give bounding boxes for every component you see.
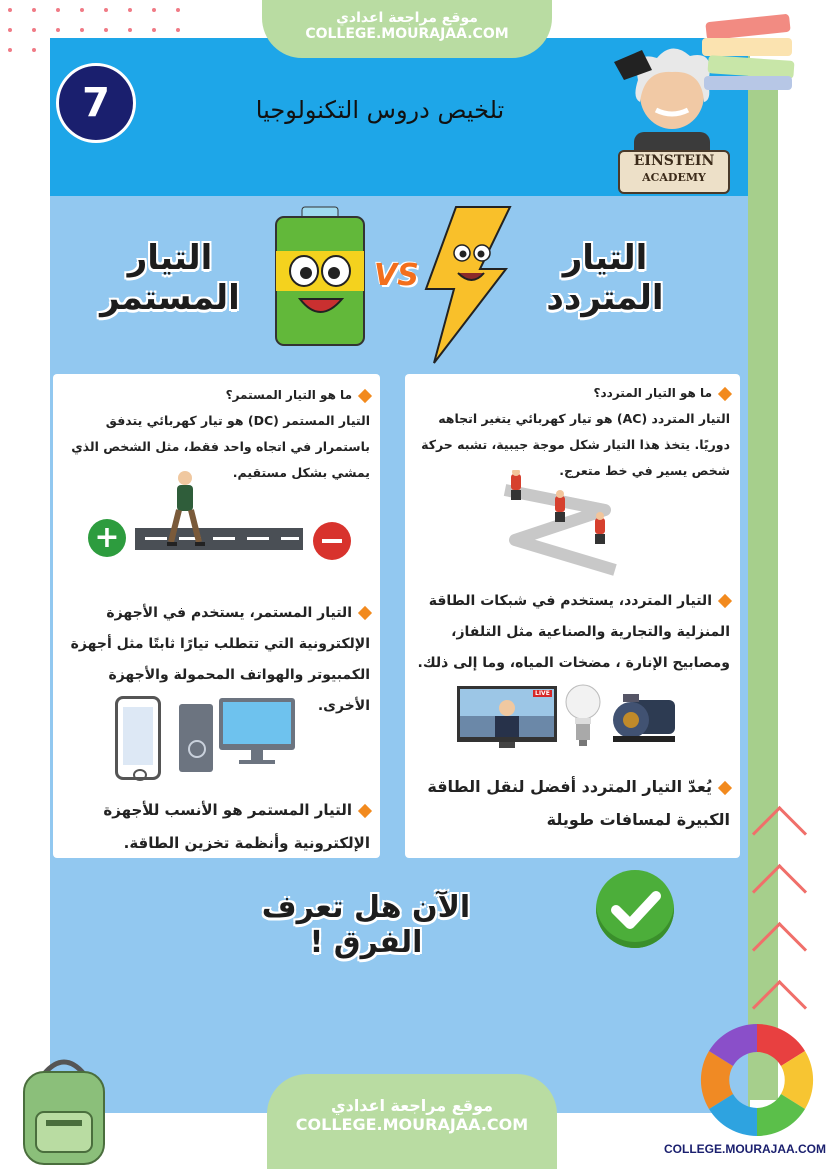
ac-conclusion: يُعدّ التيار المتردد أفضل لنقل الطاقة الكبيرة لمسافات طويلة (412, 770, 730, 836)
dc-question: ما هو التيار المستمر؟ (60, 388, 370, 402)
logo-line-1: EINSTEIN (633, 153, 715, 169)
books-illustration (700, 14, 800, 94)
computer-tower-icon (179, 704, 213, 772)
dc-card (53, 374, 380, 858)
diamond-bullet-icon (358, 606, 372, 620)
dc-conclusion: التيار المستمر هو الأنسب للأجهزة الإلكترونية وأنظمة تخزين الطاقة. (62, 794, 370, 860)
backpack-illustration (14, 1054, 114, 1166)
site-name-top: موقع مراجعة اعدادي (336, 10, 478, 26)
straight-road (135, 528, 303, 550)
vs-label: VS (374, 258, 419, 293)
page-title: تلخيص دروس التكنولوجيا (255, 96, 505, 124)
ac-question: ما هو التيار المتردد؟ (410, 386, 730, 400)
logo-line-2: ACADEMY (642, 171, 706, 184)
ac-definition: التيار المتردد (AC) هو تيار كهربائي يتغير اتجاهه دوريًا. يتخذ هذا التيار شكل موجة جيبية، تشبه حركة شخص يسير في خط متعرج. (421, 411, 730, 478)
dc-definition: التيار المستمر (DC) هو تيار كهربائي يتدفق باستمرار في اتجاه واحد فقط، مثل الشخص الذي يمشي بشكل مستقيم. (71, 413, 370, 480)
dc-heading: التيار المستمر (100, 238, 240, 318)
diamond-bullet-icon (358, 803, 372, 817)
minus-icon (313, 522, 351, 560)
battery-icon (272, 205, 368, 347)
ac-heading: التيار المتردد (546, 238, 664, 318)
walking-person-icon (165, 470, 205, 550)
lesson-number-badge: 7 (56, 63, 136, 143)
site-tab-bottom (267, 1074, 557, 1169)
tv-news-icon (457, 686, 557, 748)
lightning-icon (420, 205, 512, 365)
logo-plate (618, 150, 730, 194)
site-tab-top (262, 0, 552, 58)
site-circle-logo (694, 1020, 820, 1138)
site-name-bottom: موقع مراجعة اعدادي (330, 1096, 494, 1115)
ac-card (405, 374, 740, 858)
diamond-bullet-icon (358, 388, 372, 402)
live-badge: LIVE (535, 690, 550, 697)
dc-usage: التيار المستمر، يستخدم في الأجهزة الإلكترونية التي تتطلب تيارًا ثابتًا مثل أجهزة الكمبيوتر والهواتف المحمولة والأجهزة الأخرى. (62, 598, 370, 722)
closing-question: الآن هل تعرف الفرق ! (261, 890, 471, 960)
plus-icon: + (88, 519, 126, 557)
chevron-decorations (738, 800, 818, 1040)
water-pump-icon (611, 690, 677, 746)
smartphone-icon (115, 696, 161, 780)
site-url-top[interactable]: COLLEGE.MOURAJAA.COM (305, 26, 509, 42)
diamond-bullet-icon (718, 386, 732, 400)
diamond-bullet-icon (718, 780, 732, 794)
site-url-bottom[interactable]: COLLEGE.MOURAJAA.COM (295, 1115, 529, 1134)
monitor-icon (219, 698, 297, 766)
checkmark-icon (596, 870, 674, 948)
ac-usage: التيار المتردد، يستخدم في شبكات الطاقة المنزلية والتجارية والصناعية مثل التلفاز، ومصابيح الإنارة ، مضخات المياه، وما إلى ذلك. (412, 586, 730, 679)
light-bulb-icon (565, 682, 601, 752)
hikers-zigzag-illustration (495, 470, 625, 580)
diamond-bullet-icon (718, 594, 732, 608)
corner-site-url[interactable]: COLLEGE.MOURAJAA.COM (664, 1142, 826, 1156)
